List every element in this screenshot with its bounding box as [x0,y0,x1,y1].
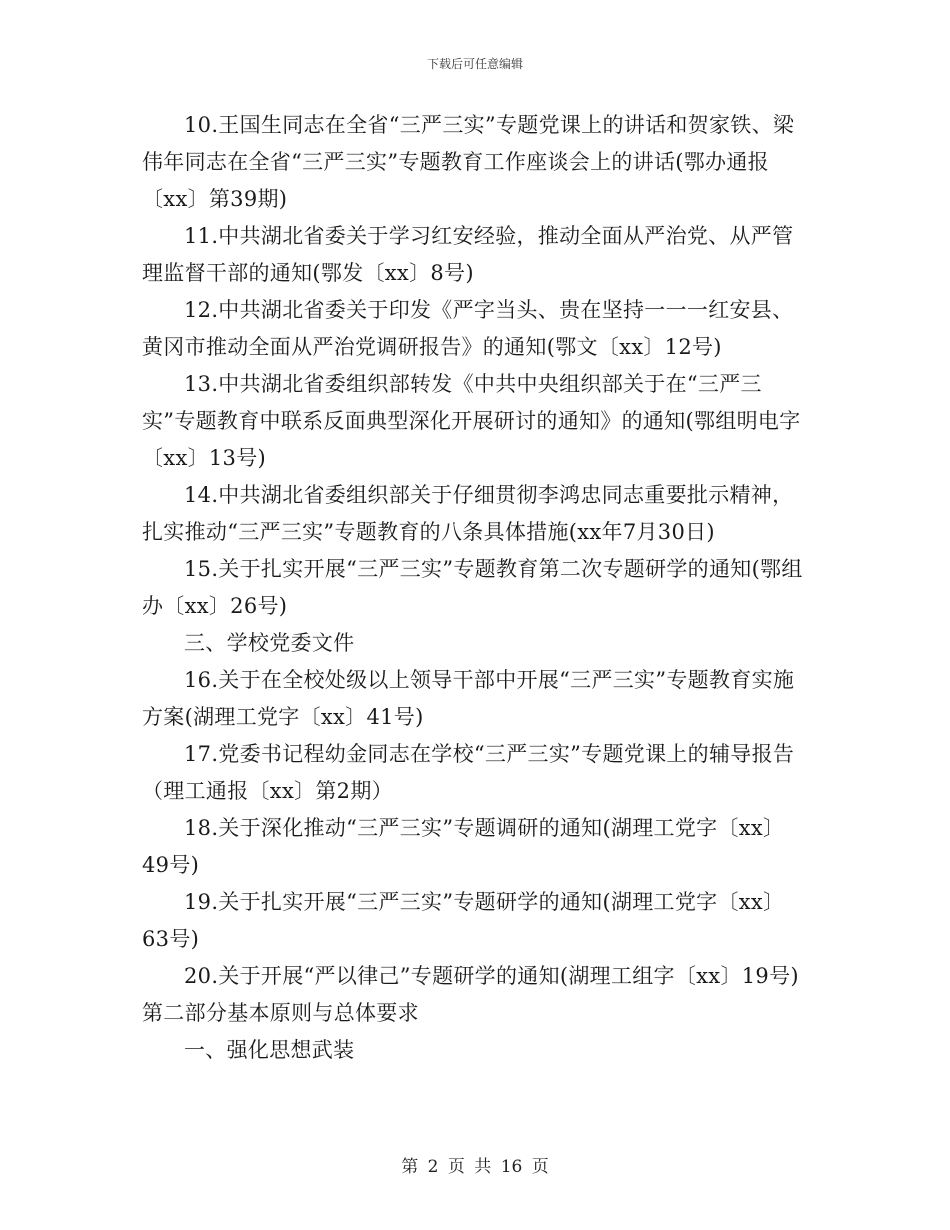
section-heading-strengthen-thought: 一、强化思想武装 [184,1038,355,1062]
paragraph-20: 20.关于开展“严以律己”专题研学的通知(湖理工组字〔xx〕19号)第二部分基本原则与总体要求 [142,964,799,1025]
page-header: 下载后可任意编辑 [426,57,523,71]
paragraph-17: 17.党委书记程幼金同志在学校“三严三实”专题党课上的辅导报告（理工通报〔xx〕第2期） [142,742,795,803]
section-heading-school-documents: 三、学校党委文件 [184,631,355,655]
paragraph-15: 15.关于扎实开展“三严三实”专题教育第二次专题研学的通知(鄂组办〔xx〕26号) [142,557,803,618]
paragraph-12: 12.中共湖北省委关于印发《严字当头、贵在坚持一一一红安县、黄冈市推动全面从严治党调研报告》的通知(鄂文〔xx〕12号) [142,298,794,359]
document-body [142,107,810,1069]
paragraph-14: 14.中共湖北省委组织部关于仔细贯彻李鸿忠同志重要批示精神，扎实推动“三严三实”专题教育的八条具体措施(xx年7月30日) [142,483,794,544]
paragraph-18: 18.关于深化推动“三严三实”专题调研的通知(湖理工党字〔xx〕49号) [142,816,785,877]
paragraph-11: 11.中共湖北省委关于学习红安经验，推动全面从严治党、从严管理监督干部的通知(鄂发〔xx〕8号) [142,224,794,285]
paragraph-13: 13.中共湖北省委组织部转发《中共中央组织部关于在“三严三实”专题教育中联系反面典型深化开展研讨的通知》的通知(鄂组明电字〔xx〕13号) [142,372,801,470]
page-number-footer: 第 2 页 共 16 页 [401,1157,549,1177]
paragraph-10: 10.王国生同志在全省“三严三实”专题党课上的讲话和贺家铁、梁伟年同志在全省“三严三实”专题教育工作座谈会上的讲话(鄂办通报〔xx〕第39期) [142,113,795,211]
paragraph-16: 16.关于在全校处级以上领导干部中开展“三严三实”专题教育实施方案(湖理工党字〔xx〕41号) [142,668,795,729]
paragraph-19: 19.关于扎实开展“三严三实”专题研学的通知(湖理工党字〔xx〕63号) [142,890,785,951]
